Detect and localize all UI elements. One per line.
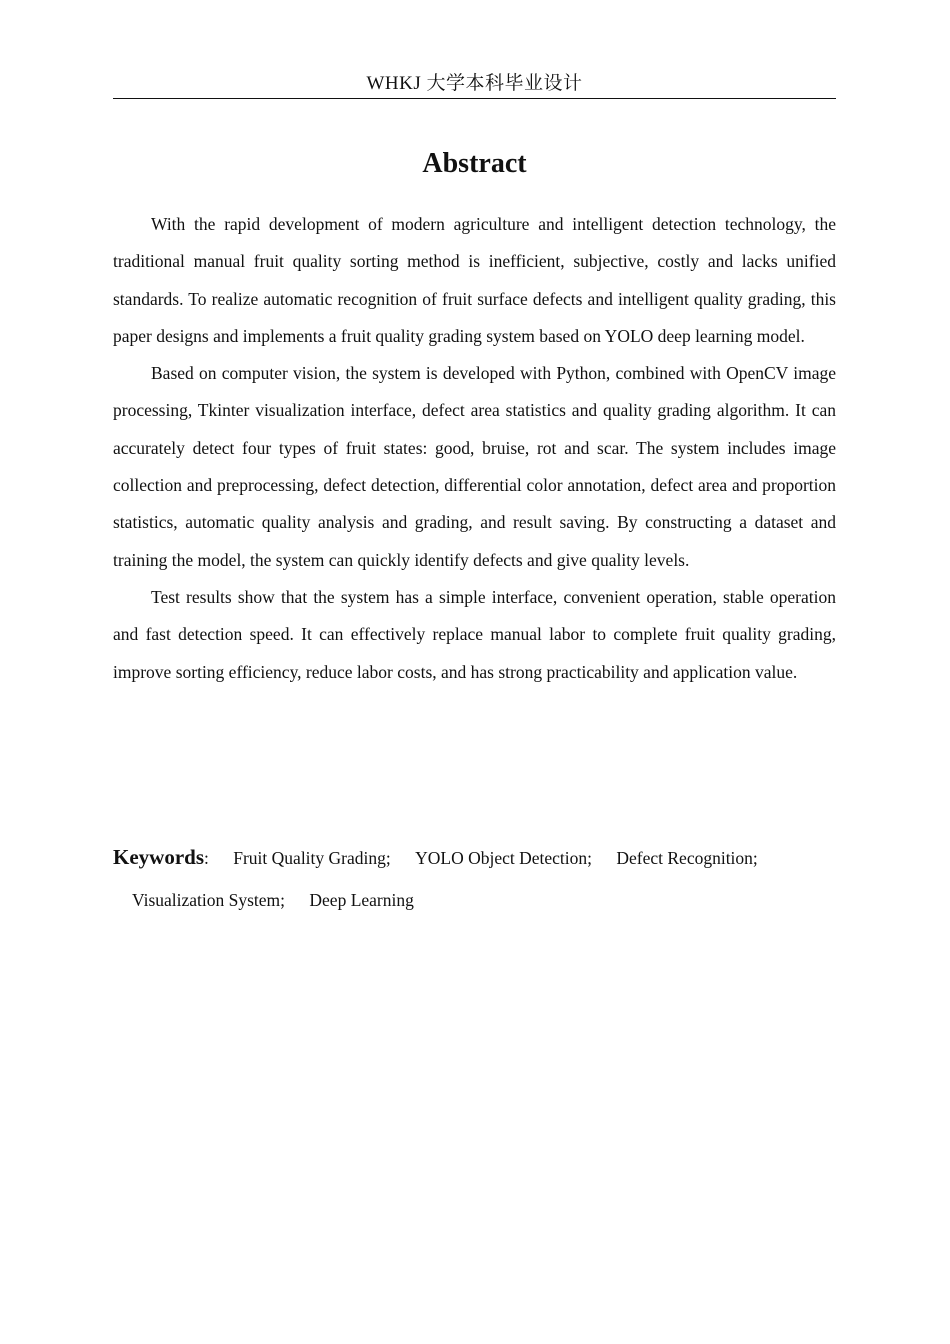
keyword-item: Fruit Quality Grading; — [233, 848, 391, 868]
abstract-paragraph-3: Test results show that the system has a simple interface, convenient operation, stable operation and fast detection speed. It can effectively replace manual labor to complete fruit quality grading, improve sorting efficiency, reduce labor costs, and has strong practicability and application value. — [113, 586, 836, 682]
running-header: WHKJ 大学本科毕业设计 — [366, 73, 583, 94]
keyword-item: YOLO Object Detection; — [415, 848, 592, 868]
keyword-item: Deep Learning — [309, 890, 414, 910]
keywords-label: Keywords — [113, 845, 204, 869]
keywords-line-2 — [113, 879, 836, 921]
abstract-paragraph-2: Based on computer vision, the system is developed with Python, combined with OpenCV image processing, Tkinter visualization interface, defect area statistics and quality grading algorithm. It can accurately detect four types of fruit states: good, bruise, rot and scar. The system includes image collection and preprocessing, defect detection, differential color annotation, defect area and proportion statistics, automatic quality analysis and grading, and result saving. By constructing a dataset and training the model, the system can quickly identify defects and give quality levels. — [113, 363, 836, 570]
abstract-title: Abstract — [422, 148, 527, 179]
header-rule — [113, 98, 836, 99]
keyword-item: Defect Recognition; — [616, 848, 758, 868]
keyword-item: Visualization System; — [132, 890, 286, 910]
keywords-section — [113, 836, 836, 921]
keywords-separator: : — [204, 848, 209, 868]
abstract-body — [113, 206, 836, 691]
keywords-line-1 — [113, 836, 836, 879]
abstract-paragraph-1: With the rapid development of modern agriculture and intelligent detection technology, the traditional manual fruit quality sorting method is inefficient, subjective, costly and lacks unified standards. To realize automatic recognition of fruit surface defects and intelligent quality grading, this paper designs and implements a fruit quality grading system based on YOLO deep learning model. — [113, 214, 836, 346]
